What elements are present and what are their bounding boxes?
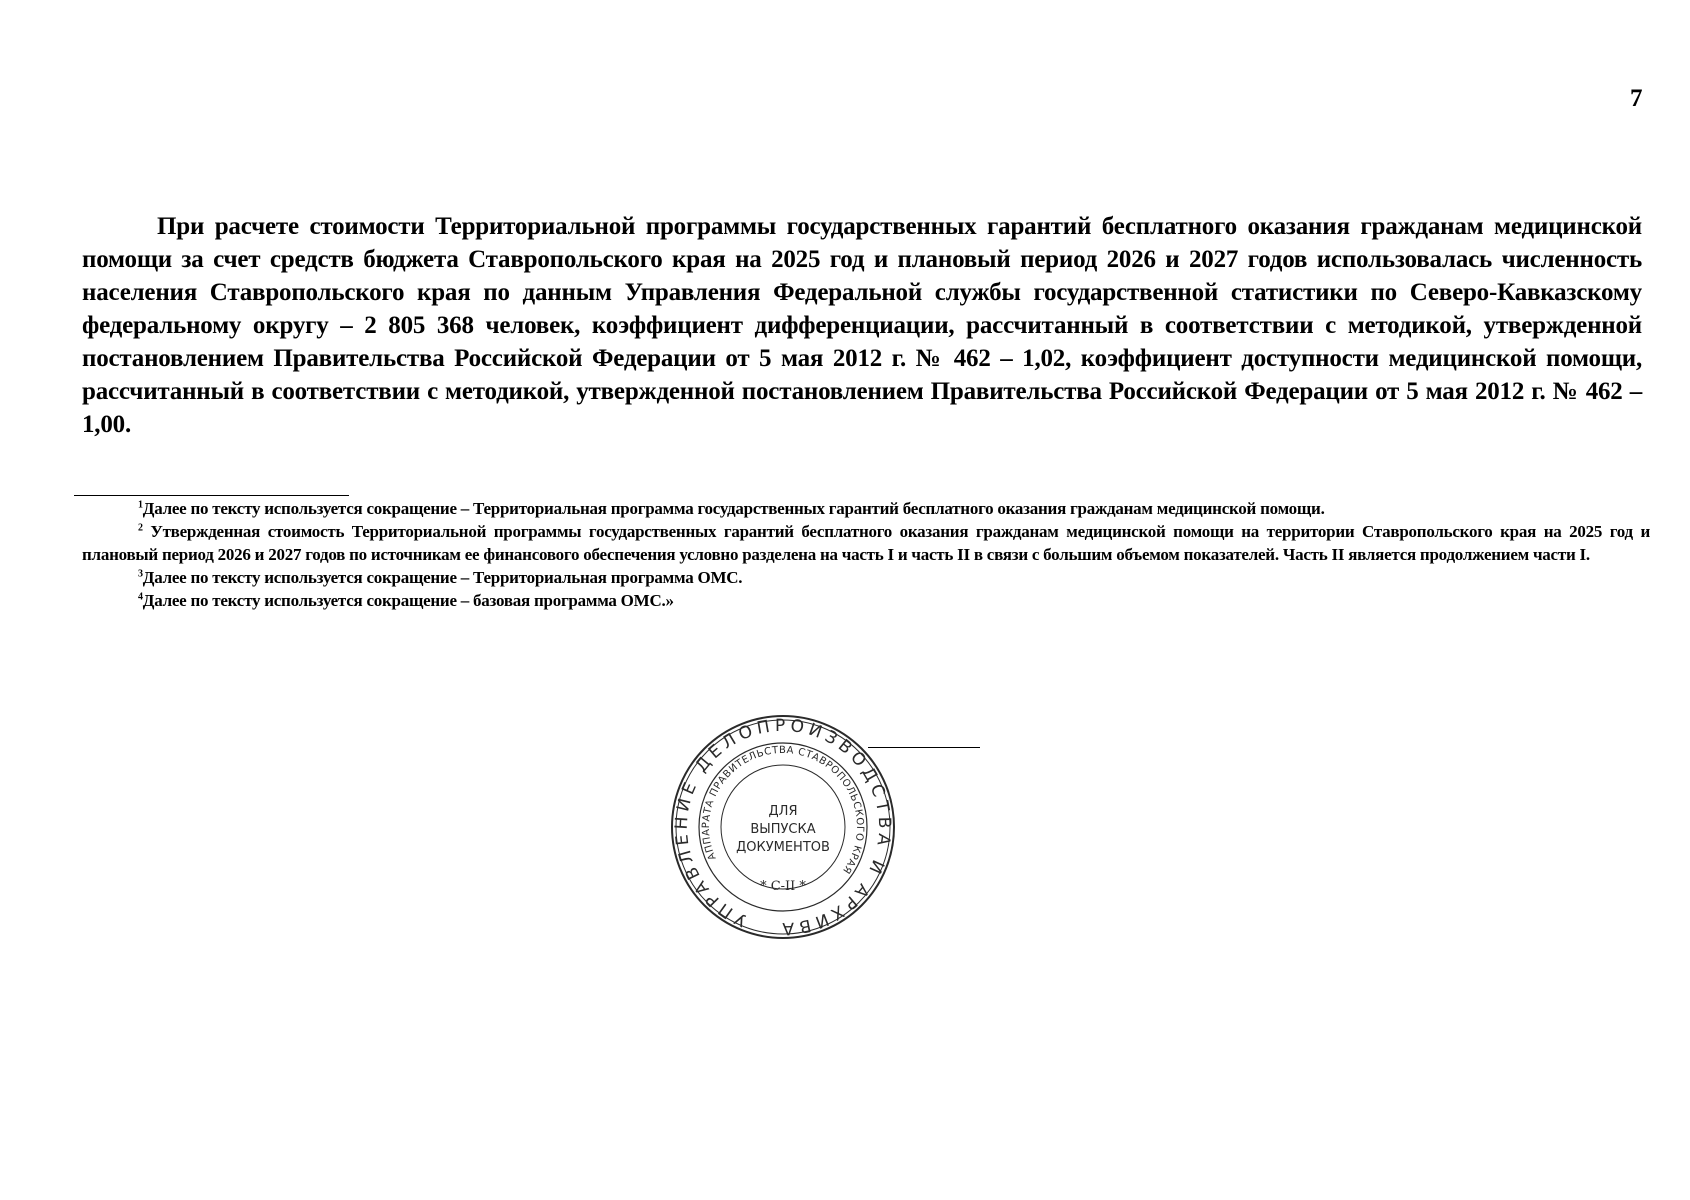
footnote-mark: 3 xyxy=(138,568,143,580)
stamp-center-line-3: ДОКУМЕНТОВ xyxy=(736,840,830,855)
footnote-2 xyxy=(82,520,1650,566)
footnote-4 xyxy=(82,589,1650,612)
footnote-mark: 2 xyxy=(138,522,143,534)
stamp-center-line-1: ДЛЯ xyxy=(768,804,798,819)
main-paragraph: При расчете стоимости Территориальной программы государственных гарантий бесплатного оказания гражданам медицинской помощи за счет средств бюджета Ставропольского края на 2025 год и плановый период 2026 и 2027 годов использовалась численность населения Ставропольского края по данным Управления Федеральной службы государственной статистики по Северо-Кавказскому федеральному округу – 2 805 368 человек, коэффициент дифференциации, рассчитанный в соответствии с методикой, утвержденной постановлением Правительства Российской Федерации от 5 мая 2012 г. № 462 – 1,02, коэффициент доступности медицинской помощи, рассчитанный в соответствии с методикой, утвержденной постановлением Правительства Российской Федерации от 5 мая 2012 г. № 462 – 1,00. xyxy=(82,213,1642,438)
footnote-text: Далее по тексту используется сокращение – Территориальная программа ОМС. xyxy=(142,568,743,587)
footnote-mark: 4 xyxy=(138,591,143,603)
footnote-3 xyxy=(82,566,1650,589)
footnote-text: Далее по тексту используется сокращение – Территориальная программа государственных гарантий бесплатного оказания гражданам медицинской помощи. xyxy=(142,499,1325,518)
page-number: 7 xyxy=(1630,85,1643,112)
official-stamp xyxy=(668,712,898,942)
footnotes xyxy=(82,497,1650,612)
footnote-mark: 1 xyxy=(138,499,143,511)
stamp-inner-text: АППАРАТА ПРАВИТЕЛЬСТВА СТАВРОПОЛЬСКОГО КРАЯ xyxy=(700,744,866,876)
footnote-text: Утвержденная стоимость Территориальной программы государственных гарантий бесплатного оказания гражданам медицинской помощи на территории Ставропольского края на 2025 год и плановый период 2026 и 2027 годов по источникам ее финансового обеспечения условно разделена на часть I и часть II в связи с большим объемом показателей. Часть II является продолжением части I. xyxy=(82,522,1650,564)
stamp-outer-text: УПРАВЛЕНИЕ ДЕЛОПРОИЗВОДСТВА И АРХИВА xyxy=(671,715,895,939)
stamp-center-line-2: ВЫПУСКА xyxy=(750,822,816,837)
footnote-text: Далее по тексту используется сокращение – базовая программа ОМС.» xyxy=(142,591,674,610)
stamp-code: * С-II * xyxy=(760,879,806,894)
footnote-1 xyxy=(82,497,1650,520)
footnote-separator xyxy=(74,495,349,496)
